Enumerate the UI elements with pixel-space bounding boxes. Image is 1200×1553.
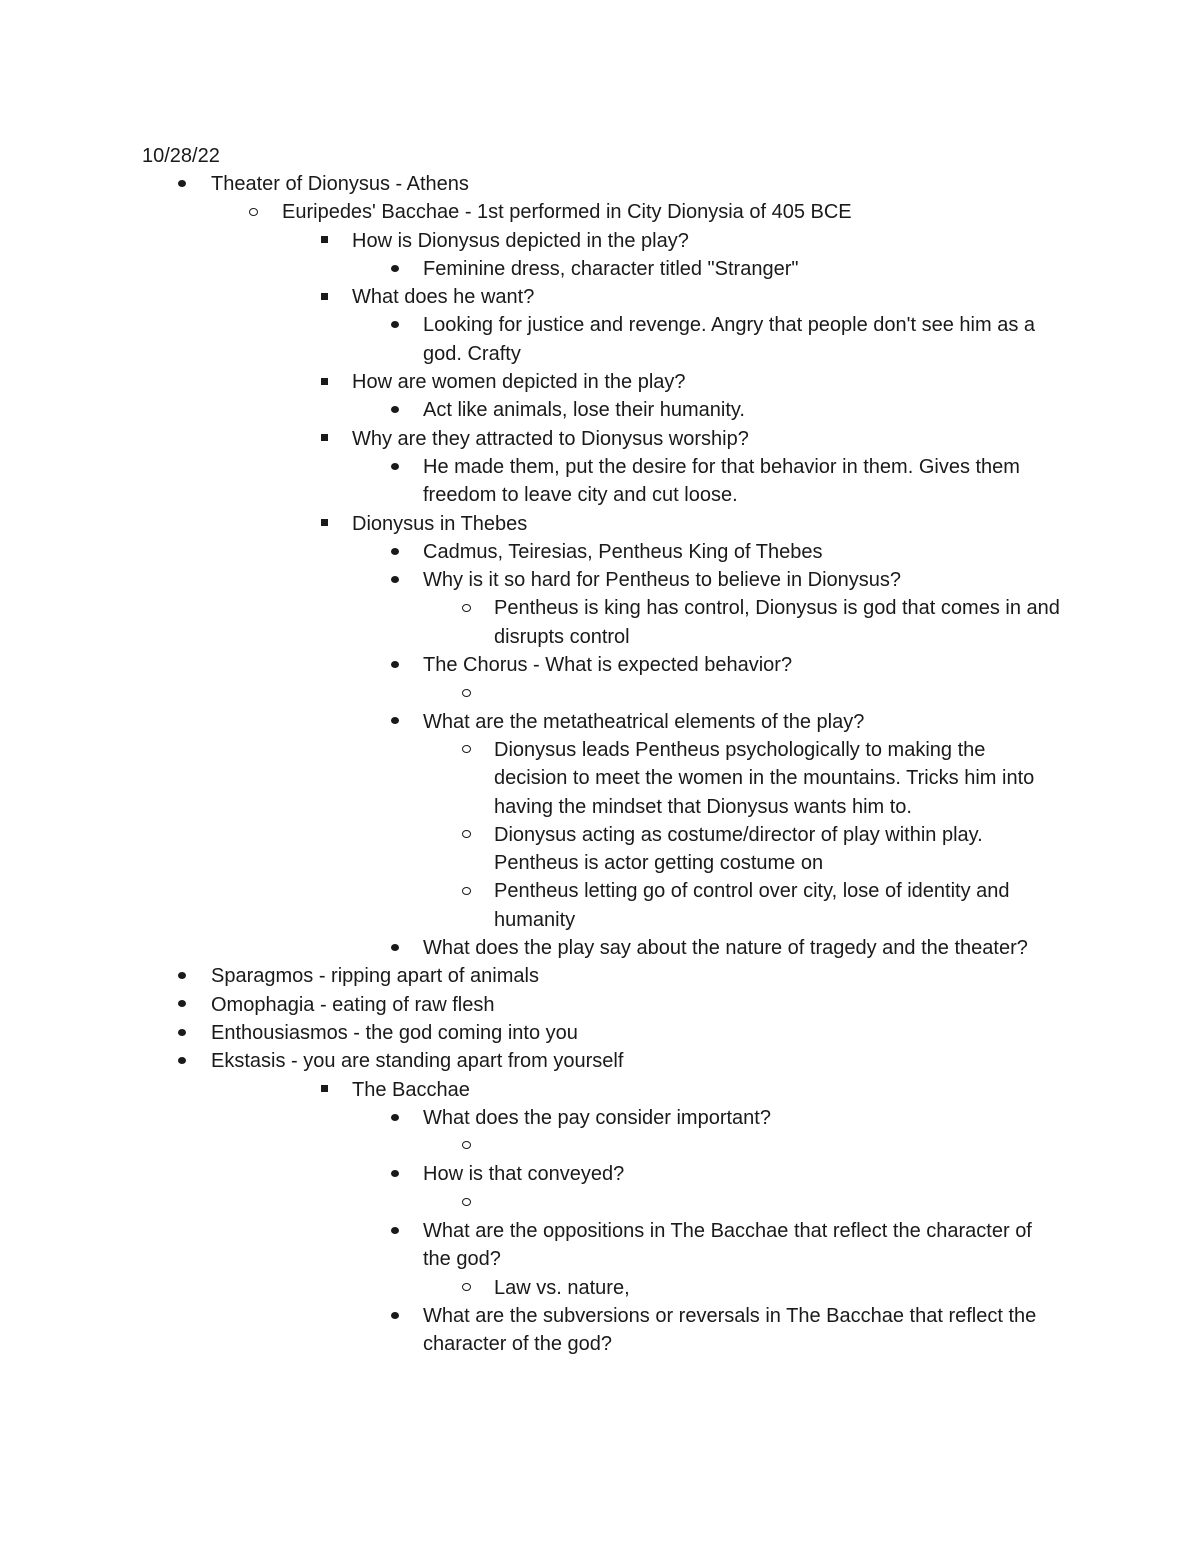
list-item [0, 651, 1200, 679]
hollow-circle-bullet-icon [462, 689, 471, 697]
hollow-circle-bullet-icon [462, 745, 471, 753]
hollow-circle-bullet-icon [462, 1141, 471, 1149]
list-item-text: He made them, put the desire for that behavior in them. Gives them freedom to leave city and cut loose. [423, 455, 1020, 507]
list-item-text: The Chorus - What is expected behavior? [423, 654, 793, 677]
filled-square-bullet-icon [321, 293, 328, 300]
bullet-marker [385, 1217, 405, 1245]
bullet-marker [385, 1302, 405, 1330]
list-item [0, 1274, 1200, 1302]
bullet-marker [172, 1047, 192, 1075]
filled-circle-bullet-icon [178, 972, 186, 979]
bullet-marker [456, 1189, 476, 1217]
bullet-marker [385, 934, 405, 962]
filled-circle-bullet-icon [178, 180, 186, 187]
bullet-marker [385, 396, 405, 424]
list-item-text: Feminine dress, character titled "Stranger" [423, 257, 799, 280]
bullet-marker [385, 566, 405, 594]
list-item [0, 708, 1200, 736]
note-date: 10/28/22 [142, 145, 220, 167]
bullet-marker [456, 736, 476, 764]
list-item [0, 453, 1200, 510]
list-item [0, 1217, 1200, 1274]
list-item [0, 991, 1200, 1019]
list-item [0, 425, 1200, 453]
bullet-marker [385, 311, 405, 339]
list-item [0, 566, 1200, 594]
filled-circle-bullet-icon [178, 1029, 186, 1036]
bullet-marker [456, 821, 476, 849]
bullet-marker [385, 1160, 405, 1188]
list-item-text: Pentheus letting go of control over city, lose of identity and humanity [494, 880, 1010, 931]
list-item [0, 396, 1200, 424]
bullet-marker [172, 991, 192, 1019]
bullet-marker [314, 1076, 334, 1104]
filled-square-bullet-icon [321, 519, 328, 526]
list-item-text: What are the metatheatrical elements of the play? [423, 710, 865, 733]
bullet-marker [385, 453, 405, 481]
hollow-circle-bullet-icon [462, 1198, 471, 1206]
list-item-text: Pentheus is king has control, Dionysus is god that comes in and disrupts control [494, 597, 1060, 648]
bullet-marker [314, 425, 334, 453]
list-item-text: Law vs. nature, [494, 1276, 630, 1299]
filled-circle-bullet-icon [391, 463, 399, 470]
list-item [0, 255, 1200, 283]
list-item [0, 736, 1200, 821]
filled-circle-bullet-icon [391, 1170, 399, 1177]
filled-square-bullet-icon [321, 236, 328, 243]
filled-circle-bullet-icon [178, 1000, 186, 1007]
filled-circle-bullet-icon [391, 548, 399, 555]
list-item-text: Theater of Dionysus - Athens [211, 173, 469, 195]
bullet-marker [456, 594, 476, 622]
bullet-marker [385, 708, 405, 736]
list-item-text: What are the oppositions in The Bacchae that reflect the character of the god? [423, 1219, 1032, 1271]
list-item-text: The Bacchae [352, 1078, 470, 1101]
list-item-text [494, 1189, 1064, 1217]
list-item [0, 283, 1200, 311]
list-item [0, 510, 1200, 538]
hollow-circle-bullet-icon [249, 208, 258, 216]
list-item [0, 1302, 1200, 1359]
list-item [0, 311, 1200, 368]
hollow-circle-bullet-icon [462, 830, 471, 838]
bullet-marker [314, 227, 334, 255]
list-item [0, 1104, 1200, 1132]
bullet-marker [456, 877, 476, 905]
list-item [0, 1160, 1200, 1188]
list-item [0, 679, 1200, 707]
list-item [0, 1047, 1200, 1075]
filled-circle-bullet-icon [391, 576, 399, 583]
filled-circle-bullet-icon [391, 717, 399, 724]
list-item-text: Enthousiasmos - the god coming into you [211, 1021, 578, 1044]
hollow-circle-bullet-icon [462, 604, 471, 612]
bullet-marker [385, 538, 405, 566]
list-item-text: Why is it so hard for Pentheus to believe in Dionysus? [423, 569, 902, 592]
list-item-text: How is that conveyed? [423, 1163, 625, 1186]
list-item-text: Act like animals, lose their humanity. [423, 399, 745, 422]
list-item-text: How is Dionysus depicted in the play? [352, 229, 689, 252]
list-item [0, 538, 1200, 566]
bullet-marker [172, 170, 192, 198]
bullet-marker [456, 1132, 476, 1160]
list-item-text: What are the subversions or reversals in The Bacchae that reflect the character of the god? [423, 1304, 1037, 1356]
bullet-marker [172, 962, 192, 990]
bullet-marker [385, 255, 405, 283]
list-item-text: Why are they attracted to Dionysus worship? [352, 427, 749, 450]
list-item [0, 594, 1200, 651]
list-item [0, 1189, 1200, 1217]
list-item [0, 227, 1200, 255]
list-item-text: Euripedes' Bacchae - 1st performed in City Dionysia of 405 BCE [282, 201, 852, 224]
list-item-text [494, 1132, 1064, 1160]
list-item-text: Dionysus acting as costume/director of play within play. Pentheus is actor getting costume on [494, 823, 983, 875]
filled-circle-bullet-icon [391, 1227, 399, 1234]
bullet-marker [385, 1104, 405, 1132]
bullet-marker [172, 1019, 192, 1047]
list-item [0, 821, 1200, 878]
list-item-text: Looking for justice and revenge. Angry that people don't see him as a god. Crafty [423, 314, 1035, 365]
bullet-marker [314, 368, 334, 396]
bullet-marker [314, 510, 334, 538]
list-item-text: Sparagmos - ripping apart of animals [211, 965, 539, 988]
list-item [0, 962, 1200, 990]
list-item [0, 1132, 1200, 1160]
bullet-marker [385, 651, 405, 679]
list-item [0, 368, 1200, 396]
hollow-circle-bullet-icon [462, 887, 471, 895]
list-item [0, 170, 1200, 198]
list-item-text: Omophagia - eating of raw flesh [211, 993, 495, 1016]
list-item-text: What does the play say about the nature of tragedy and the theater? [423, 937, 1028, 960]
notes-outline [0, 170, 1200, 1358]
bullet-marker [456, 679, 476, 707]
list-item-text: How are women depicted in the play? [352, 371, 686, 394]
filled-circle-bullet-icon [391, 1312, 399, 1319]
bullet-marker [243, 198, 263, 226]
filled-square-bullet-icon [321, 434, 328, 441]
list-item [0, 1019, 1200, 1047]
bullet-marker [314, 283, 334, 311]
filled-circle-bullet-icon [391, 321, 399, 328]
list-item [0, 1076, 1200, 1104]
filled-circle-bullet-icon [391, 1114, 399, 1121]
filled-circle-bullet-icon [391, 661, 399, 668]
filled-circle-bullet-icon [178, 1057, 186, 1064]
hollow-circle-bullet-icon [462, 1283, 471, 1291]
list-item-text: Dionysus in Thebes [352, 512, 528, 535]
filled-circle-bullet-icon [391, 944, 399, 951]
filled-square-bullet-icon [321, 1085, 328, 1092]
list-item-text: Ekstasis - you are standing apart from yourself [211, 1050, 624, 1073]
list-item [0, 934, 1200, 962]
list-item-text: What does the pay consider important? [423, 1106, 771, 1129]
filled-square-bullet-icon [321, 378, 328, 385]
list-item-text: What does he want? [352, 286, 535, 309]
bullet-marker [456, 1274, 476, 1302]
list-item [0, 198, 1200, 226]
list-item-text [494, 679, 1064, 707]
list-item [0, 877, 1200, 934]
filled-circle-bullet-icon [391, 265, 399, 272]
list-item-text: Dionysus leads Pentheus psychologically to making the decision to meet the women in the mountains. Tricks him into having the mindset that Dionysus wants him to. [494, 738, 1035, 818]
list-item-text: Cadmus, Teiresias, Pentheus King of Thebes [423, 540, 823, 563]
filled-circle-bullet-icon [391, 406, 399, 413]
